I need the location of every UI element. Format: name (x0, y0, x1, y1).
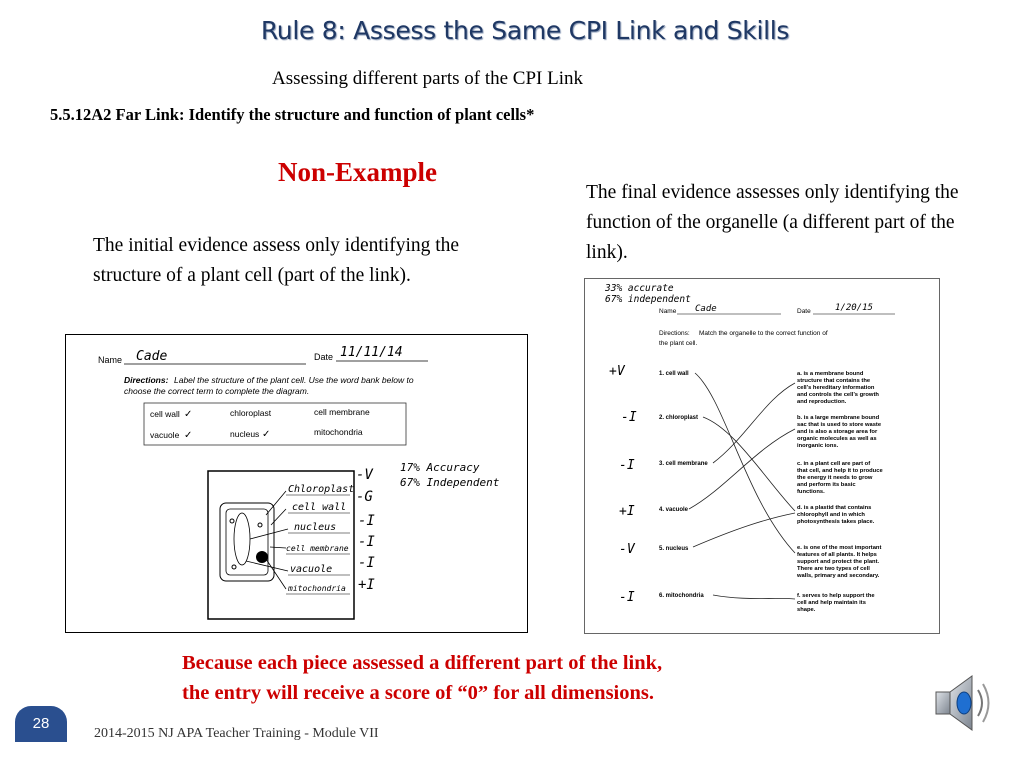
initial-evidence-worksheet (65, 334, 528, 633)
cpi-link-statement: 5.5.12A2 Far Link: Identify the structure and function of plant cells* (50, 105, 535, 124)
svg-text:e. is one of the most importan: e. is one of the most important features of all plants. It helps support and protect the plant. There are two types of cell walls, primary and secondary. (797, 545, 882, 579)
ws1-word-chloroplast: chloroplast (230, 408, 272, 418)
svg-text:f. serves to help support the: f. serves to help support the cell and help maintain its shape. (797, 593, 875, 613)
ws1-word-vacuole: vacuole (150, 430, 180, 440)
svg-text:b. is a large membrane bounds: b. is a large membrane bound sac that is used to store waste and is also a storage area for organic molecules as well as inorganic ions. (797, 415, 882, 449)
ws1-label-mitochondria: mitochondria (288, 584, 346, 593)
ws2-organelle-2: 2. chloroplast (659, 415, 699, 421)
ws1-word-mitochondria: mitochondria (314, 427, 363, 437)
ws1-directions-line2: choose the correct term to complete the diagram. (124, 386, 310, 396)
ws1-label-chloroplast: Chloroplast (288, 484, 355, 495)
slide-title: Rule 8: Assess the Same CPI Link and Skills (260, 16, 790, 45)
ws1-score-1: -V (356, 467, 373, 483)
ws2-matching-lines (689, 373, 795, 599)
ws1-word-nucleus: nucleus (230, 429, 260, 439)
ws2-organelle-4: 4. vacuole (659, 507, 689, 513)
final-evidence-text: The final evidence assesses only identifying the function of the organelle (a different part of the link). (586, 182, 959, 263)
ws1-directions-label: Directions: (124, 375, 169, 385)
conclusion-line-2: the entry will receive a score of “0” for all dimensions. (182, 682, 654, 704)
ws2-function-list (796, 371, 883, 613)
ws1-label-cell-membrane: cell membrane (286, 544, 349, 553)
ws1-label-cell-wall: cell wall (292, 502, 347, 513)
svg-text:c. in a plant cell are part o: c. in a plant cell are part of that cell, and help it to produce the energy it needs to grow and perform its basic functions. (797, 461, 883, 495)
non-example-heading: Non-Example (278, 157, 438, 187)
ws2-directions-line1: Match the organelle to the correct function of (699, 330, 828, 337)
ws1-check-nucleus: ✓ (262, 429, 271, 440)
ws1-label-vacuole: vacuole (290, 564, 333, 575)
ws1-directions-line1: Label the structure of the plant cell. Use the word bank below to (174, 375, 414, 385)
svg-text:d. is a plastid that containsc: d. is a plastid that contains chlorophyll and in which photosynthesis takes place. (797, 505, 875, 525)
ws1-score-6: +I (358, 577, 375, 593)
ws2-name-label: Name (659, 308, 677, 315)
conclusion-line-1: Because each piece assessed a different part of the link, (182, 652, 663, 674)
svg-text:a. is a membrane boundstructu: a. is a membrane bound structure that contains the cell’s hereditary information and controls the cell’s growth and reproduction. (797, 371, 879, 405)
ws1-word-cell-wall: cell wall (150, 409, 180, 419)
ws2-directions-line2: the plant cell. (659, 340, 698, 347)
ws1-score-3: -I (358, 513, 375, 529)
ws1-score-2: -G (356, 489, 373, 505)
slide-footer: 2014-2015 NJ APA Teacher Training - Module VII (94, 726, 379, 741)
slide-subtitle: Assessing different parts of the CPI Link (272, 68, 583, 89)
ws1-check-vacuole: ✓ (184, 430, 193, 441)
ws2-score-5: -V (619, 542, 635, 557)
ws2-organelle-5: 5. nucleus (659, 546, 689, 552)
ws1-independence: 67% Independent (400, 476, 500, 489)
ws2-independence: 67% independent (605, 294, 691, 305)
ws1-name-label: Name (98, 355, 123, 365)
ws2-organelle-1: 1. cell wall (659, 371, 689, 377)
initial-evidence-text: The initial evidence assess only identifying the structure of a plant cell (part of the link). (93, 235, 460, 286)
ws2-score-6: -I (619, 590, 635, 605)
ws1-check-cell-wall: ✓ (184, 409, 193, 420)
ws2-directions-label: Directions: (659, 330, 690, 337)
ws2-date-value: 1/20/15 (835, 303, 873, 313)
conclusion-statement (182, 648, 662, 708)
ws2-score-2: -I (621, 410, 637, 425)
audio-speaker-icon[interactable] (928, 672, 994, 734)
final-evidence-worksheet (584, 278, 940, 634)
ws1-score-5: -I (358, 555, 375, 571)
ws2-score-4: +I (619, 504, 635, 519)
ws2-accuracy: 33% accurate (605, 283, 674, 294)
ws1-word-cell-membrane: cell membrane (314, 407, 370, 417)
ws2-date-label: Date (797, 308, 811, 315)
ws1-score-4: -I (358, 534, 375, 550)
ws2-score-1: +V (609, 364, 625, 379)
ws2-organelle-6: 6. mitochondria (659, 593, 704, 599)
ws2-score-3: -I (619, 458, 635, 473)
slide-number-badge: 28 (15, 706, 67, 742)
ws1-accuracy: 17% Accuracy (400, 461, 480, 474)
ws1-date-label: Date (314, 352, 334, 362)
ws1-label-nucleus: nucleus (294, 522, 337, 533)
ws1-name-value: Cade (136, 349, 168, 364)
ws2-name-value: Cade (695, 304, 717, 314)
ws2-organelle-3: 3. cell membrane (659, 461, 708, 467)
ws1-date-value: 11/11/14 (340, 345, 403, 360)
